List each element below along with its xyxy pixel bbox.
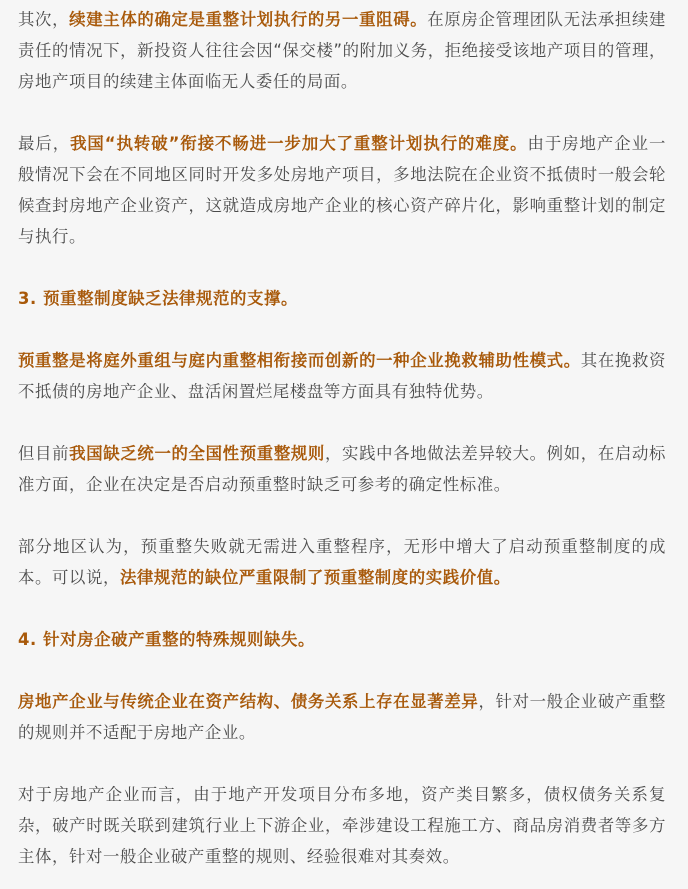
highlight-text: 预重整是将庭外重组与庭内重整相衔接而创新的一种企业挽救辅助性模式。 xyxy=(18,351,581,370)
paragraph-text: ，针对一般企业破产重整的规则并不适配于房地产企业。 xyxy=(18,692,666,742)
highlight-text: 我国“执转破”衔接不畅进一步加大了重整计划执行的难度。 xyxy=(70,134,528,153)
paragraph-regional-views xyxy=(18,531,666,593)
paragraph-gap xyxy=(18,97,666,128)
section-heading-4: 4. 针对房企破产重整的特殊规则缺失。 xyxy=(18,630,315,649)
paragraph-text: 其在挽救资不抵债的房地产企业、盘活闲置烂尾楼盘等方面具有独特优势。 xyxy=(18,351,666,401)
paragraph-gap xyxy=(18,655,666,686)
paragraph-gap xyxy=(18,252,666,283)
paragraph-text: ，实践中各地做法差异较大。例如，在启动标准方面，企业在决定是否启动预重整时缺乏可参考的确定性标准。 xyxy=(18,444,666,494)
paragraph-lead: 但目前 xyxy=(18,444,70,463)
paragraph-gap xyxy=(18,500,666,531)
paragraph-text: 在原房企管理团队无法承担续建责任的情况下，新投资人往往会因“保交楼”的附加义务，拒绝接受该地产项目的管理，房地产项目的续建主体面临无人委任的局面。 xyxy=(18,10,666,91)
paragraph-text: 由于房地产企业一般情况下会在不同地区同时开发多处房地产项目，多地法院在企业资不抵债时一般会轮候查封房地产企业资产，这就造成房地产企业的核心资产碎片化，影响重整计划的制定与执行。 xyxy=(18,134,666,246)
paragraph-structural-differences xyxy=(18,686,666,748)
highlight-text: 法律规范的缺位严重限制了预重整制度的实践价值。 xyxy=(119,568,511,587)
section-heading-3: 3. 预重整制度缺乏法律规范的支撑。 xyxy=(18,289,298,308)
paragraph-lead: 其次， xyxy=(18,10,70,29)
paragraph-real-estate-complexity: 对于房地产企业而言，由于地产开发项目分布多地，资产类目繁多，债权债务关系复杂，破产时既关联到建筑行业上下游企业，牵涉建设工程施工方、商品房消费者等多方主体，针对一般企业破产重整的规则、经验很难对其奏效。 xyxy=(18,785,666,866)
highlight-text: 我国缺乏统一的全国性预重整规则 xyxy=(69,444,325,463)
highlight-text: 续建主体的确定是重整计划执行的另一重阻碍。 xyxy=(69,10,428,29)
paragraph-pre-reorganization xyxy=(18,345,666,407)
paragraph-enforcement-transfer xyxy=(18,128,666,252)
paragraph-gap xyxy=(18,593,666,624)
highlight-text: 房地产企业与传统企业在资产结构、债务关系上存在显著差异 xyxy=(18,692,479,711)
paragraph-gap xyxy=(18,407,666,438)
paragraph-gap xyxy=(18,748,666,779)
paragraph-lead: 最后， xyxy=(18,134,71,153)
paragraph-lack-of-rules xyxy=(18,438,666,500)
paragraph-continuation-obstacle xyxy=(18,4,666,97)
paragraph-lead: 部分地区认为，预重整失败就无需进入重整程序，无形中增大了启动预重整制度的成本。可以说， xyxy=(18,537,666,587)
paragraph-gap xyxy=(18,314,666,345)
